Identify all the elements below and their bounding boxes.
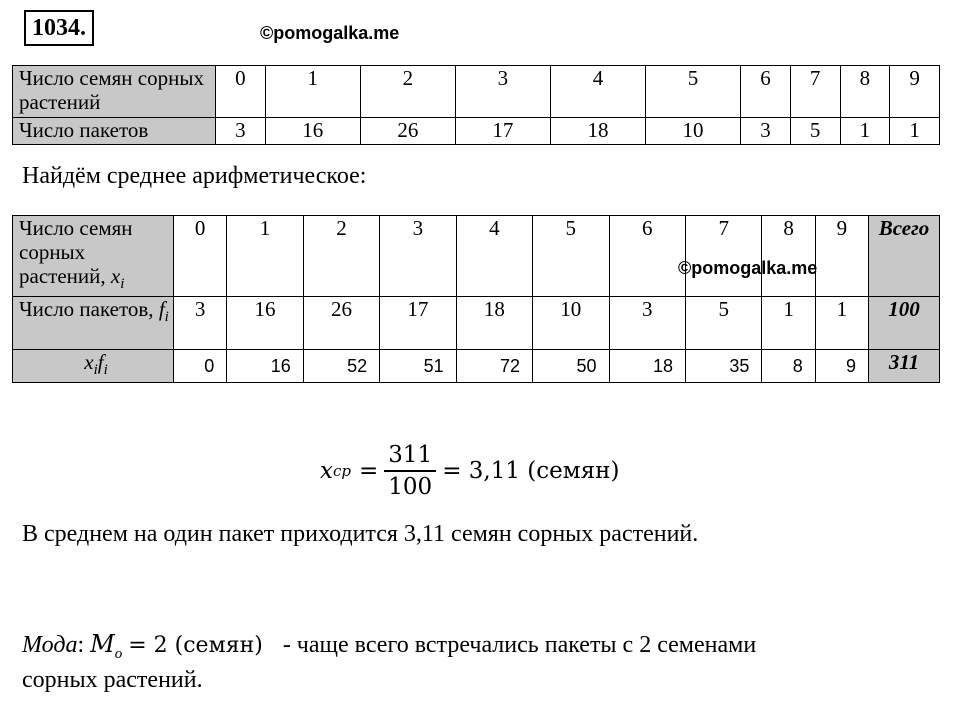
label-text: Число семян сорных растений, <box>19 216 133 288</box>
watermark: ©pomogalka.me <box>260 23 400 43</box>
product-cell: 9 <box>815 350 868 383</box>
packet-cell: 3 <box>609 297 685 350</box>
packet-cell: 17 <box>380 297 456 350</box>
packet-cell: 10 <box>646 118 741 145</box>
packet-cell: 16 <box>265 118 360 145</box>
calculation-table <box>12 215 940 383</box>
seed-cell: 3 <box>455 66 550 118</box>
seed-cell: 1 <box>265 66 360 118</box>
mode-line: сорных растений. <box>22 667 203 693</box>
packet-cell: 5 <box>685 297 761 350</box>
seed-cell: 0 <box>216 66 266 118</box>
math-sub: i <box>120 276 125 293</box>
packet-cell: 17 <box>455 118 550 145</box>
packet-cell: 18 <box>456 297 532 350</box>
seed-cell: 7 <box>790 66 840 118</box>
numerator: 311 <box>384 440 436 472</box>
row-label-seeds: Число семян сорных растений <box>13 66 216 118</box>
watermark: ©pomogalka.me <box>678 258 818 278</box>
mode-colon: : <box>77 632 85 658</box>
math-var: f <box>158 297 165 322</box>
packet-cell: 5 <box>790 118 840 145</box>
product-cell: 18 <box>609 350 685 383</box>
math-var: f <box>97 350 104 375</box>
math-sub: i <box>164 309 169 326</box>
packet-cell: 26 <box>360 118 455 145</box>
seed-cell: 1 <box>227 216 303 297</box>
products-total: 311 <box>869 350 940 383</box>
product-cell: 52 <box>303 350 379 383</box>
packet-cell: 26 <box>303 297 379 350</box>
product-cell: 35 <box>685 350 761 383</box>
intro-text: Найдём среднее арифметическое: <box>22 163 367 189</box>
math-sub: o <box>114 645 123 662</box>
fraction <box>384 440 436 502</box>
seed-cell: 6 <box>609 216 685 297</box>
seed-cell: 2 <box>303 216 379 297</box>
product-cell: 72 <box>456 350 532 383</box>
seed-cell: 5 <box>533 216 609 297</box>
table-row <box>13 118 940 145</box>
packet-cell: 3 <box>741 118 791 145</box>
seed-cell: 5 <box>646 66 741 118</box>
seed-cell: 9 <box>890 66 940 118</box>
packets-total: 100 <box>869 297 940 350</box>
formula-result: = 3,11 (семян) <box>442 458 620 484</box>
seed-cell: 9 <box>815 216 868 297</box>
packet-cell: 1 <box>890 118 940 145</box>
product-cell: 0 <box>174 350 227 383</box>
seed-cell: 3 <box>380 216 456 297</box>
product-cell: 50 <box>533 350 609 383</box>
mode-description: - чаще всего встречались пакеты с 2 семенами <box>282 632 757 658</box>
product-cell: 8 <box>762 350 815 383</box>
packet-cell: 1 <box>840 118 890 145</box>
product-cell: 51 <box>380 350 456 383</box>
packet-cell: 16 <box>227 297 303 350</box>
math-sub: ср <box>332 462 351 480</box>
seed-cell: 2 <box>360 66 455 118</box>
seed-cell: 8 <box>762 216 815 297</box>
seed-cell: 0 <box>174 216 227 297</box>
mode-label: Мода <box>22 632 78 658</box>
problem-number: 1034. <box>24 10 94 46</box>
conclusion-text: В среднем на один пакет приходится 3,11 семян сорных растений. <box>22 521 699 547</box>
row-label-packets-fi <box>13 297 174 350</box>
table-row <box>13 216 940 297</box>
packet-cell: 18 <box>550 118 645 145</box>
math-var: x <box>110 264 121 288</box>
seed-cell: 7 <box>685 216 761 297</box>
row-label-packets: Число пакетов <box>13 118 216 145</box>
math-sub: i <box>93 362 98 379</box>
math-var: x <box>320 458 333 484</box>
mean-formula <box>320 436 619 506</box>
mode-line <box>22 630 756 663</box>
row-label-seeds-xi <box>13 216 174 297</box>
math-var: x <box>84 350 94 375</box>
packet-cell: 1 <box>815 297 868 350</box>
frequency-table <box>12 65 940 145</box>
seed-cell: 4 <box>456 216 532 297</box>
packet-cell: 3 <box>216 118 266 145</box>
packet-cell: 3 <box>174 297 227 350</box>
mode-value: = 2 (семян) <box>128 633 263 658</box>
product-cell: 16 <box>227 350 303 383</box>
packet-cell: 1 <box>762 297 815 350</box>
total-header: Всего <box>869 216 940 297</box>
seed-cell: 8 <box>840 66 890 118</box>
table-row <box>13 297 940 350</box>
label-text: Число пакетов, <box>19 297 154 322</box>
table-row <box>13 350 940 383</box>
denominator: 100 <box>388 474 433 500</box>
packet-cell: 10 <box>533 297 609 350</box>
math-sub: i <box>103 362 108 379</box>
math-equals: = <box>359 458 379 484</box>
seed-cell: 4 <box>550 66 645 118</box>
row-label-xifi <box>13 350 174 383</box>
math-var: M <box>90 630 115 658</box>
table-row <box>13 66 940 118</box>
seed-cell: 6 <box>741 66 791 118</box>
